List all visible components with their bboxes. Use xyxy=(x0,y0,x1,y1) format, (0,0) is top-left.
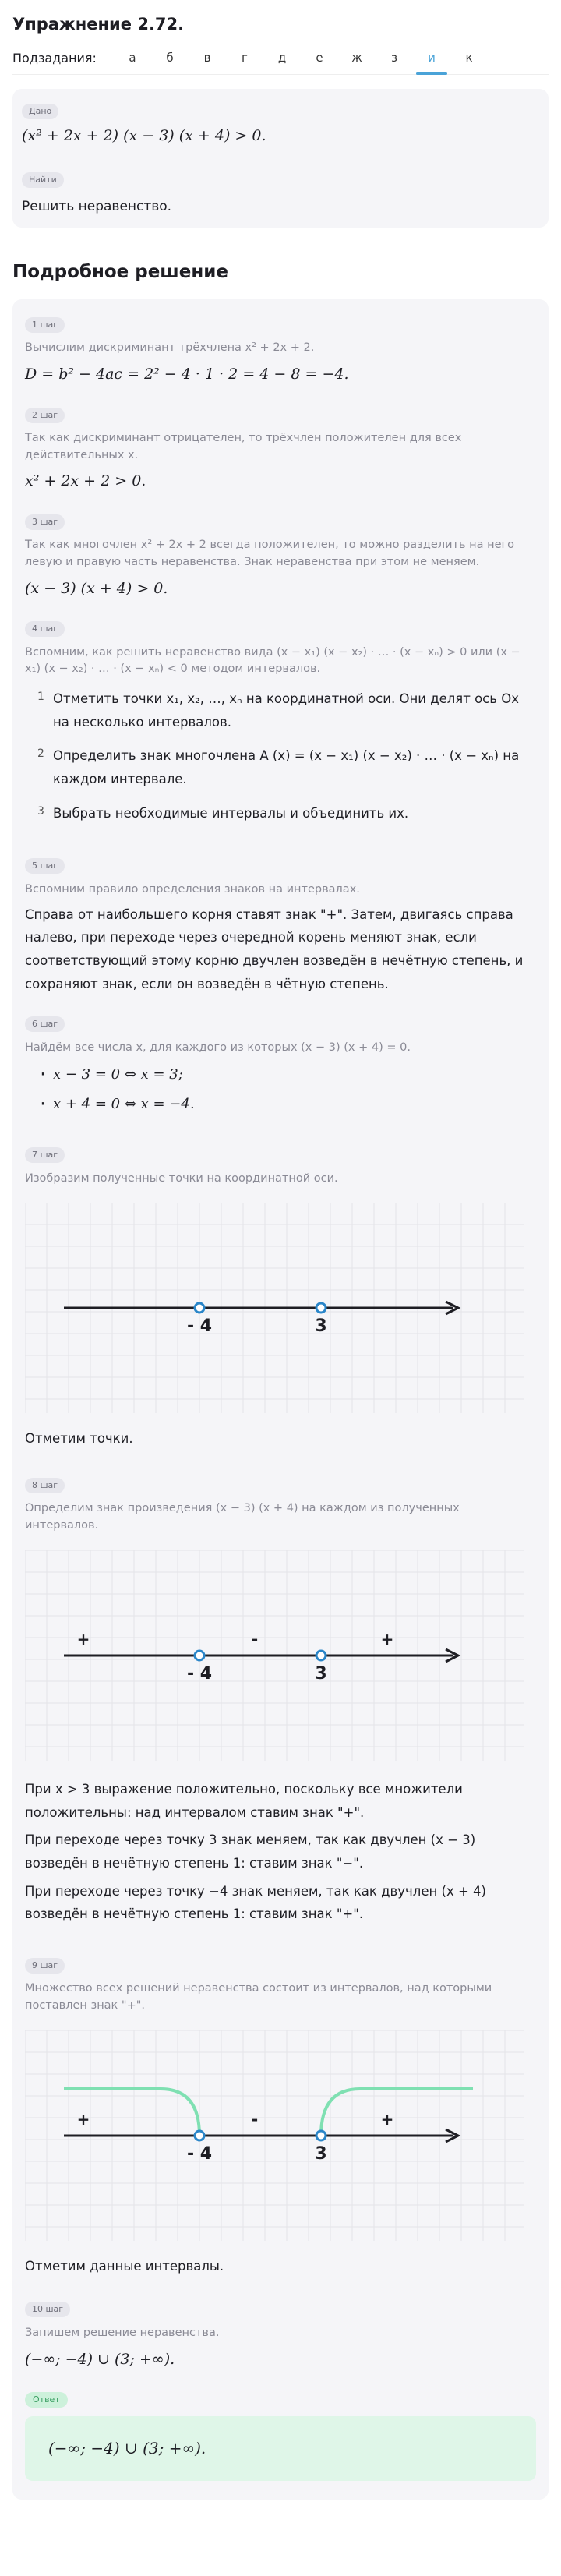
step-4 xyxy=(25,617,536,825)
step-label: 2 шаг xyxy=(25,408,65,423)
list-item-number: 1 xyxy=(37,691,44,704)
step-after-text: При x > 3 выражение положительно, поскольку все множители положительны: над интервалом ставим знак "+". xyxy=(25,1781,463,1820)
number-line-points xyxy=(25,1203,524,1413)
page-title: Упражнение 2.72. xyxy=(12,15,185,34)
step-1 xyxy=(25,313,536,387)
solution-card xyxy=(12,299,549,2500)
step-description: Запишем решение неравенства. xyxy=(25,2326,220,2339)
step-label: 5 шаг xyxy=(25,858,65,874)
number-line-svg xyxy=(25,1203,524,1413)
step-description: Множество всех решений неравенства состоит из интервалов, над которыми поставлен знак "+". xyxy=(25,1982,492,2012)
open-point xyxy=(195,1303,204,1313)
header xyxy=(12,0,549,75)
step-description: Вычислим дискриминант трёхчлена x² + 2x + 2. xyxy=(25,341,315,355)
point-label: 3 xyxy=(315,1316,327,1337)
tab-subtask-z[interactable]: з xyxy=(391,50,397,65)
open-point xyxy=(316,1303,326,1313)
open-point xyxy=(316,2131,326,2140)
answer-label: Ответ xyxy=(25,2392,68,2408)
point-label: - 4 xyxy=(186,2143,213,2164)
step-5 xyxy=(25,854,536,995)
step-description: Вспомним, как решить неравенство вида (x − x₁) (x − x₂) · … · (x − xₙ) > 0 или (x − x₁) (x − x₂) · … · (x − xₙ) < 0 методом интервалов. xyxy=(25,645,520,676)
bullet-icon: · xyxy=(41,1066,46,1083)
step-label: 9 шаг xyxy=(25,1958,65,1974)
list-item xyxy=(25,1094,536,1115)
step-label: 1 шаг xyxy=(25,317,65,333)
list-item-text: Выбрать необходимые интервалы и объединить их. xyxy=(53,805,409,821)
step-10 xyxy=(25,2298,536,2371)
answer-section xyxy=(25,2388,536,2481)
root-equation: x + 4 = 0 ⇔ x = −4. xyxy=(53,1096,195,1113)
tab-subtask-g[interactable]: г xyxy=(242,50,248,65)
step-math: (x − 3) (x + 4) > 0. xyxy=(25,579,168,597)
step-description: Найдём все числа x, для каждого из которых (x − 3) (x + 4) = 0. xyxy=(25,1041,411,1054)
list-item-number: 2 xyxy=(37,747,44,761)
sign-rule-text: Справа от наибольшего корня ставят знак "+". Затем, двигаясь справа налево, при переходе через очередной корень меняют знак, если соответствующий этому корню двучлен возведён в нечётную степень, и сохраняют знак, если он возведён в чётную степень. xyxy=(25,906,524,991)
list-item-text: Отметить точки x₁, x₂, …, xₙ на координатной оси. Они делят ось Ox на несколько интервалов. xyxy=(53,691,519,730)
tab-subtask-k[interactable]: к xyxy=(465,50,473,65)
step-description: Так как дискриминант отрицателен, то трёхчлен положителен для всех действительных x. xyxy=(25,431,462,461)
step-math: x² + 2x + 2 > 0. xyxy=(25,472,146,490)
interval-sign: - xyxy=(251,1629,259,1648)
point-label: 3 xyxy=(315,2143,327,2164)
list-item xyxy=(25,744,536,790)
step-label: 10 шаг xyxy=(25,2302,70,2317)
list-item xyxy=(25,687,536,733)
step-label: 4 шаг xyxy=(25,621,65,637)
step-8 xyxy=(25,1474,536,1926)
tab-subtask-i[interactable]: и xyxy=(413,44,450,75)
given-card xyxy=(12,89,549,228)
tab-subtask-e[interactable]: е xyxy=(316,50,323,65)
step-after-text: При переходе через точку 3 знак меняем, так как двучлен (x − 3) возведён в нечётную степень 1: ставим знак "−". xyxy=(25,1832,476,1871)
list-item xyxy=(25,802,536,825)
point-label: - 4 xyxy=(186,1663,213,1684)
given-label: Дано xyxy=(22,104,58,119)
interval-sign: + xyxy=(380,2109,394,2129)
bullet-icon: · xyxy=(41,1096,46,1113)
step-label: 6 шаг xyxy=(25,1016,65,1032)
step-6 xyxy=(25,1012,536,1115)
number-line-intervals xyxy=(25,2030,524,2241)
step-after-text: Отметим данные интервалы. xyxy=(25,2258,224,2274)
open-point xyxy=(195,1651,204,1660)
tab-subtask-d[interactable]: д xyxy=(277,50,287,65)
step-9 xyxy=(25,1954,536,2278)
step-math: D = b² − 4ac = 2² − 4 · 1 · 2 = 4 − 8 = −4. xyxy=(25,366,349,383)
step-after-text: При переходе через точку −4 знак меняем, так как двучлен (x + 4) возведён в нечётную степень 1: ставим знак "+". xyxy=(25,1883,486,1922)
point-label: 3 xyxy=(315,1663,327,1684)
step-math: (−∞; −4) ∪ (3; +∞). xyxy=(25,2350,175,2368)
interval-sign: + xyxy=(76,1629,90,1648)
subtasks-label: Подзадания: xyxy=(12,51,97,66)
interval-sign: - xyxy=(251,2109,259,2129)
step-description: Так как многочлен x² + 2x + 2 всегда положителен, то можно разделить на него левую и правую часть неравенства. Знак неравенства при этом не меняем. xyxy=(25,539,514,569)
list-item xyxy=(25,1064,536,1086)
open-point xyxy=(316,1651,326,1660)
step-label: 8 шаг xyxy=(25,1478,65,1493)
solution-title: Подробное решение xyxy=(12,262,228,283)
given-math: (x² + 2x + 2) (x − 3) (x + 4) > 0. xyxy=(22,127,266,145)
list-item-text: Определить знак многочлена A (x) = (x − x₁) (x − x₂) · … · (x − xₙ) на каждом интервале. xyxy=(53,748,520,787)
method-steps-list xyxy=(25,687,536,825)
subtasks-bar xyxy=(12,44,549,75)
step-label: 3 шаг xyxy=(25,514,65,530)
find-label: Найти xyxy=(22,172,64,188)
tab-subtask-a[interactable]: а xyxy=(129,50,136,65)
tab-subtask-v[interactable]: в xyxy=(203,50,211,65)
number-line-signs xyxy=(25,1550,524,1761)
open-point xyxy=(195,2131,204,2140)
step-3 xyxy=(25,511,536,600)
interval-sign: + xyxy=(380,1629,394,1648)
number-line-svg xyxy=(25,2030,524,2241)
point-label: - 4 xyxy=(186,1316,213,1337)
interval-sign: + xyxy=(76,2109,90,2129)
step-2 xyxy=(25,404,536,493)
number-line-svg xyxy=(25,1550,524,1761)
step-description: Изобразим полученные точки на координатной оси. xyxy=(25,1171,338,1185)
tab-subtask-b[interactable]: б xyxy=(166,50,174,65)
root-equation: x − 3 = 0 ⇔ x = 3; xyxy=(53,1066,183,1083)
step-description: Определим знак произведения (x − 3) (x + 4) на каждом из полученных интервалов. xyxy=(25,1502,460,1532)
step-after-text: Отметим точки. xyxy=(25,1431,133,1447)
find-text: Решить неравенство. xyxy=(22,199,172,215)
roots-list xyxy=(25,1064,536,1115)
list-item-number: 3 xyxy=(37,804,44,818)
step-7 xyxy=(25,1143,536,1451)
step-label: 7 шаг xyxy=(25,1147,65,1163)
answer-box: (−∞; −4) ∪ (3; +∞). xyxy=(25,2416,536,2481)
tab-subtask-zh[interactable]: ж xyxy=(351,50,362,65)
step-description: Вспомним правило определения знаков на интервалах. xyxy=(25,882,360,896)
